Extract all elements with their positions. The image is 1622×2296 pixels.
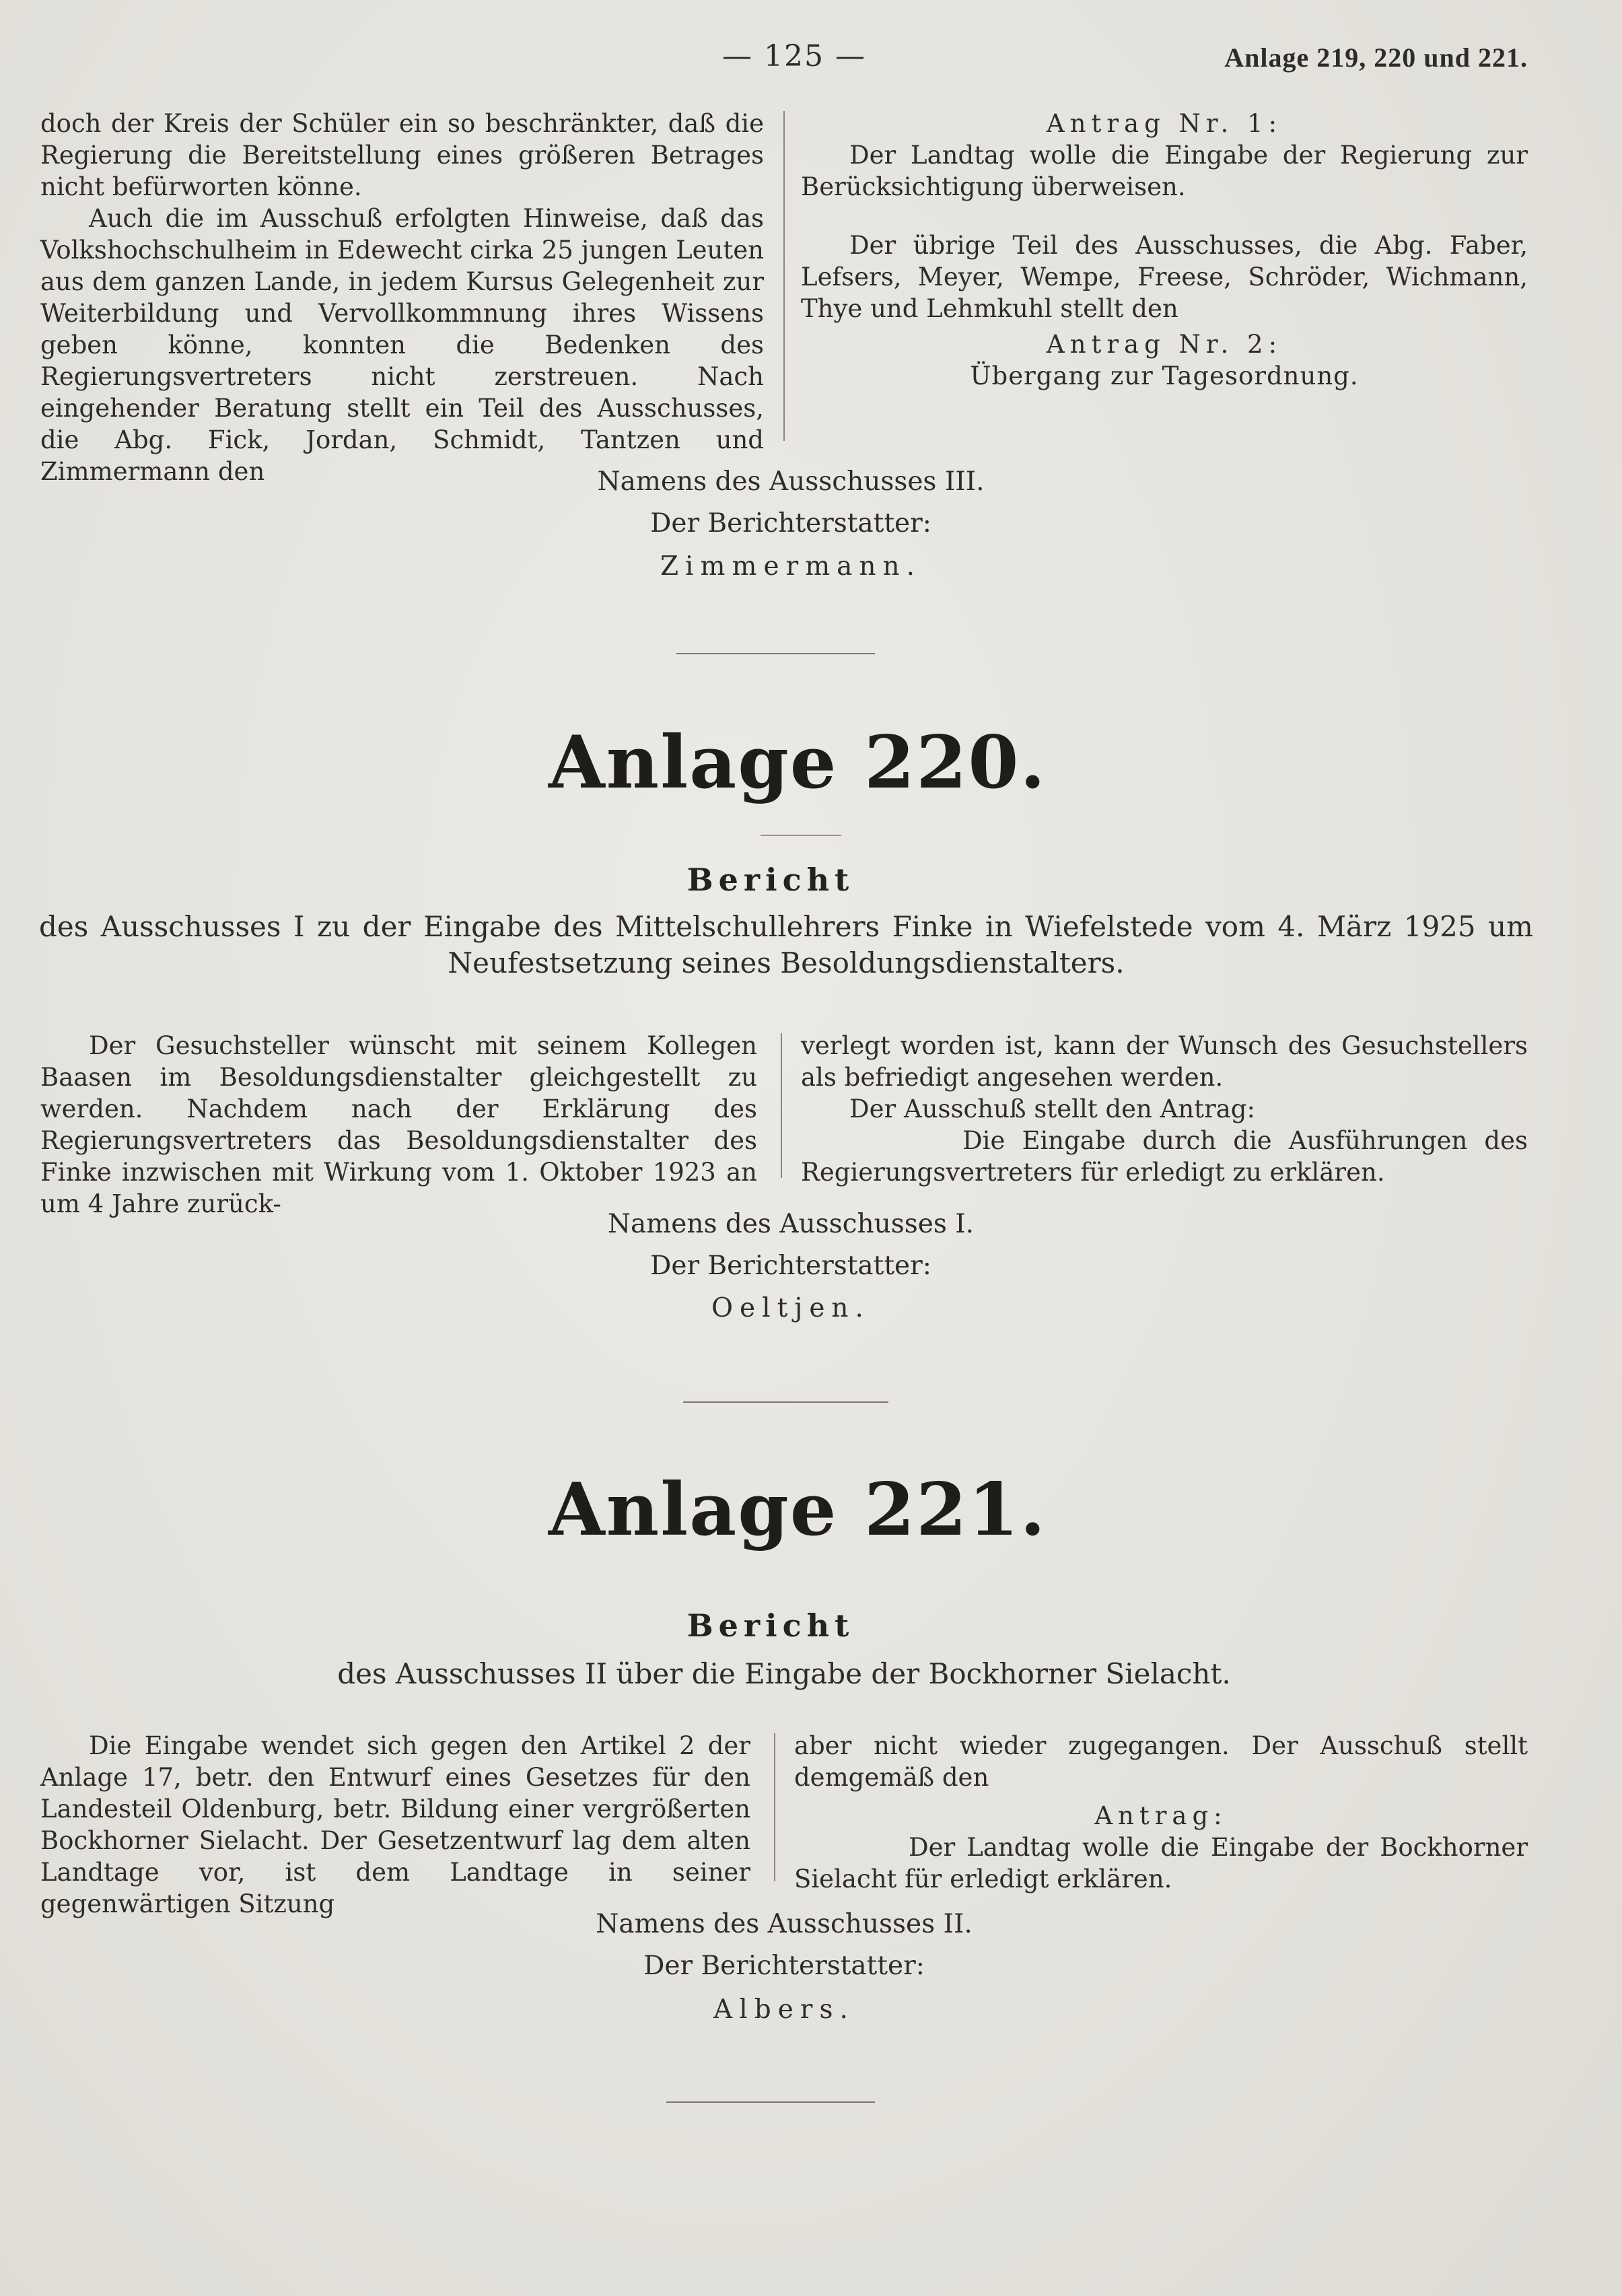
- page-number: — 125 —: [722, 39, 866, 73]
- separator-rule: [666, 2101, 875, 2103]
- s220-title-underline: [761, 835, 841, 836]
- s220-right-paragraph-1: verlegt worden ist, kann der Wunsch des Gesuchstellers als befriedigt angesehen werden.: [801, 1031, 1528, 1092]
- s220-left-paragraph-1: Der Gesuchsteller wünscht mit seinem Kollegen Baasen im Besoldungsdienstalter gleichgestellt zu werden. Nachdem nach der Erklärung des Regierungsvertreters das Besoldungsdienstalter des Finke inzwischen mit Wirkung vom 1. Oktober 1923 an um 4 Jahre zurück-: [40, 1031, 757, 1218]
- s220-subject: des Ausschusses I zu der Eingabe des Mittelschullehrers Finke in Wiefelstede vom 4. März 1925 um Neufestsetzung seines Besoldungsdienstalters.: [39, 910, 1533, 979]
- s220-bericht-heading: Bericht: [686, 862, 855, 898]
- s219-signature-name: Zimmermann.: [660, 551, 922, 582]
- s219-left-paragraph-1: doch der Kreis der Schüler ein so beschränkter, daß die Regierung die Bereitstellung eines größeren Betrages nicht befürworten könne.: [40, 109, 764, 201]
- s219-signature-line-2: Der Berichterstatter:: [650, 508, 931, 538]
- s221-column-divider: [774, 1733, 775, 1881]
- s220-right-column: [801, 1030, 1528, 1188]
- s220-left-column: [40, 1030, 757, 1220]
- s220-signature-line-2: Der Berichterstatter:: [650, 1251, 931, 1281]
- s221-right-column: [794, 1730, 1528, 1895]
- s221-left-paragraph-1: Die Eingabe wendet sich gegen den Artikel 2 der Anlage 17, betr. den Entwurf eines Gesetzes für den Landesteil Oldenburg, betr. Bildung einer vergrößerten Bockhorner Sielacht. Der Gesetzentwurf lag dem alten Landtage vor, ist dem Landtage in seiner gegenwärtigen Sitzung: [40, 1731, 750, 1918]
- s219-column-divider: [783, 111, 785, 441]
- s220-signature-line-1: Namens des Ausschusses I.: [607, 1209, 975, 1239]
- s221-signature-name: Albers.: [713, 1994, 855, 2025]
- s221-signature-line-1: Namens des Ausschusses II.: [596, 1909, 973, 1939]
- s220-right-paragraph-2: Der Ausschuß stellt den Antrag:: [849, 1094, 1255, 1123]
- s220-right-paragraph-3: Die Eingabe durch die Ausführungen des Regierungsvertreters für erledigt zu erklären.: [801, 1126, 1528, 1187]
- s219-left-column: [40, 108, 764, 487]
- separator-rule: [676, 653, 875, 654]
- s221-subject: des Ausschusses II über die Eingabe der Bockhorner Sielacht.: [337, 1657, 1231, 1690]
- s221-signature-line-2: Der Berichterstatter:: [643, 1951, 925, 1981]
- s220-title: Anlage 220.: [548, 720, 1047, 805]
- s219-signature-line-1: Namens des Ausschusses III.: [597, 466, 985, 497]
- s221-left-column: [40, 1730, 750, 1920]
- s221-antrag-heading: Antrag:: [1094, 1801, 1228, 1830]
- s219-antrag2-heading: Antrag Nr. 2:: [1046, 330, 1283, 359]
- s219-antrag2-text: Übergang zur Tagesordnung.: [970, 361, 1359, 390]
- running-head: Anlage 219, 220 und 221.: [1224, 42, 1528, 73]
- s220-signature-name: Oeltjen.: [711, 1293, 870, 1323]
- s219-left-paragraph-2: Auch die im Ausschuß erfolgten Hinweise, daß das Volkshochschulheim in Edewecht cirka 25 jungen Leuten aus dem ganzen Lande, in jedem Kursus Gelegenheit zur Weiterbildung und Vervollkommnung ihres Wissens geben könne, konnten die Bedenken des Regierungsvertreters nicht zerstreuen. Nach eingehender Beratung stellt ein Teil des Ausschusses, die Abg. Fick, Jordan, Schmidt, Tantzen und Zimmermann den: [40, 204, 764, 486]
- s221-title: Anlage 221.: [548, 1467, 1047, 1552]
- s220-column-divider: [781, 1033, 782, 1178]
- separator-rule: [683, 1401, 888, 1403]
- s221-bericht-heading: Bericht: [686, 1607, 855, 1644]
- s221-antrag-text: Der Landtag wolle die Eingabe der Bockhorner Sielacht für erledigt erklären.: [794, 1833, 1528, 1893]
- s219-right-paragraph-2: Der übrige Teil des Ausschusses, die Abg. Faber, Lefsers, Meyer, Wempe, Freese, Schröder, Wichmann, Thye und Lehmkuhl stellt den: [801, 231, 1528, 323]
- s219-right-column: [801, 108, 1528, 392]
- s219-antrag1-text: Der Landtag wolle die Eingabe der Regierung zur Berücksichtigung überweisen.: [801, 141, 1528, 201]
- s219-antrag1-heading: Antrag Nr. 1:: [1046, 109, 1283, 138]
- s221-right-paragraph-1: aber nicht wieder zugegangen. Der Ausschuß stellt demgemäß den: [794, 1731, 1528, 1792]
